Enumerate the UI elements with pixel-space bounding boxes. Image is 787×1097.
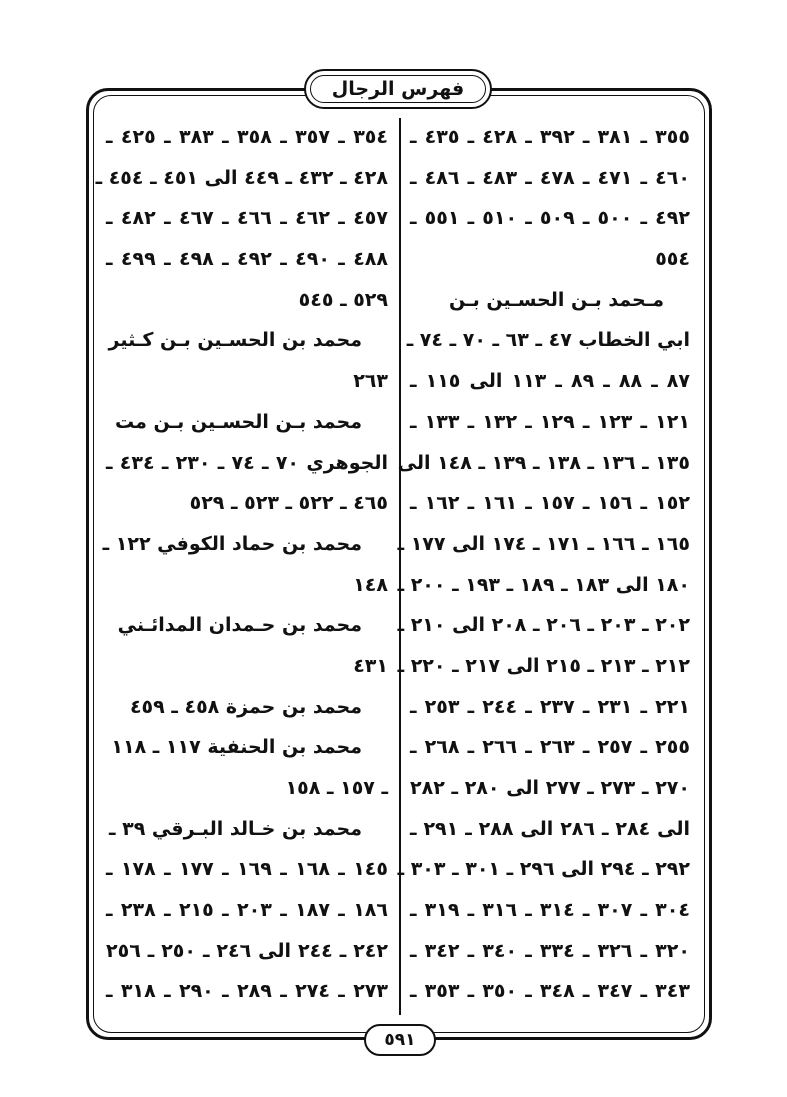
index-line: ٤٥٧ ـ ٤٦٢ ـ ٤٦٦ ـ ٤٦٧ ـ ٤٨٢ ـ	[106, 207, 388, 230]
index-line: ١٤٥ ـ ١٦٨ ـ ١٦٩ ـ ١٧٧ ـ ١٧٨ ـ	[106, 858, 388, 881]
index-line: ٢٩٢ ـ ٢٩٤ الى ٢٩٦ ـ ٣٠١ ـ ٣٠٣ ـ	[397, 858, 690, 881]
index-entry-name: محمد بن خـالد البـرقي ٣٩ ـ	[109, 817, 362, 840]
header-title-box	[304, 69, 492, 109]
index-line: ١٣٥ ـ ١٣٦ ـ ١٣٨ ـ ١٣٩ ـ ١٤٨ الى	[397, 451, 690, 474]
index-entry-name: محمد بن حماد الكوفي ١٢٢ ـ	[102, 532, 362, 555]
index-line: ٨٧ ـ ٨٨ ـ ٨٩ ـ ١١٣ الى ١١٥ ـ	[410, 370, 690, 393]
index-entry-name: محمد بن حمزة ٤٥٨ ـ ٤٥٩	[129, 695, 362, 718]
index-line: ٤٨٨ ـ ٤٩٠ ـ ٤٩٢ ـ ٤٩٨ ـ ٤٩٩ ـ	[106, 248, 388, 271]
index-entry-name: محمد بن الحسـين بـن كـثير	[108, 329, 362, 352]
index-line: ٢٧٠ ـ ٢٧٣ ـ ٢٧٧ الى ٢٨٠ ـ ٢٨٢	[410, 777, 690, 799]
index-line: ٣٤٣ ـ ٣٤٧ ـ ٣٤٨ ـ ٣٥٠ ـ ٣٥٣ ـ	[410, 980, 690, 1003]
index-line: ٢٧٣ ـ ٢٧٤ ـ ٢٨٩ ـ ٢٩٠ ـ ٣١٨ ـ	[106, 980, 388, 1003]
index-line: الى ٢٨٤ ـ ٢٨٦ الى ٢٨٨ ـ ٢٩١ ـ	[410, 817, 691, 840]
index-entry-name: محمد بن الحنفية ١١٧ ـ ١١٨	[111, 736, 362, 759]
index-line: ٤٢٨ ـ ٤٣٢ ـ ٤٤٩ الى ٤٥١ ـ ٤٥٤ ـ	[95, 166, 388, 189]
page-number: ٥٩١	[384, 1030, 416, 1050]
index-column-right	[397, 117, 691, 1012]
index-line: ٤٦٠ ـ ٤٧١ ـ ٤٧٨ ـ ٤٨٣ ـ ٤٨٦ ـ	[410, 166, 690, 189]
index-entry-name: مـحمد بـن الحسـين بـن	[449, 288, 664, 311]
index-line: ٣٥٥ ـ ٣٨١ ـ ٣٩٢ ـ ٤٢٨ ـ ٤٣٥ ـ	[410, 126, 690, 148]
page-number-box	[364, 1024, 436, 1056]
index-line: ٢٦٣	[353, 370, 388, 393]
index-line: ٢١٢ ـ ٢١٣ ـ ٢١٥ الى ٢١٧ ـ ٢٢٠ ـ	[397, 654, 690, 677]
index-line: ١٨٦ ـ ١٨٧ ـ ٢٠٣ ـ ٢١٥ ـ ٢٣٨ ـ	[106, 899, 388, 922]
index-line: ٣٠٤ ـ ٣٠٧ ـ ٣١٤ ـ ٣١٦ ـ ٣١٩ ـ	[410, 899, 690, 922]
index-line: ـ ١٥٧ ـ ١٥٨	[285, 777, 388, 799]
index-line: ٢٠٢ ـ ٢٠٣ ـ ٢٠٦ ـ ٢٠٨ الى ٢١٠ ـ	[397, 614, 690, 637]
index-line: ١٨٠ الى ١٨٣ ـ ١٨٩ ـ ١٩٣ ـ ٢٠٠ ـ	[397, 573, 690, 596]
index-line: الجوهري ٧٠ ـ ٧٤ ـ ٢٣٠ ـ ٤٣٤ ـ	[106, 451, 388, 474]
index-line: ٥٥٤	[655, 248, 690, 271]
page-title: فهرس الرجال	[331, 78, 465, 100]
index-line: ٥٢٩ ـ ٥٤٥	[298, 288, 388, 311]
index-line: ١٤٨	[353, 573, 388, 596]
index-line: ٣٥٤ ـ ٣٥٧ ـ ٣٥٨ ـ ٣٨٣ ـ ٤٢٥ ـ	[106, 126, 388, 148]
index-line: ابي الخطاب ٤٧ ـ ٦٣ ـ ٧٠ ـ ٧٤ ـ	[406, 329, 690, 352]
index-entry-name: محمد بن حـمدان المدائـني	[117, 614, 362, 637]
index-line: ١٢١ ـ ١٢٣ ـ ١٢٩ ـ ١٣٢ ـ ١٣٣ ـ	[410, 410, 690, 433]
index-line: ٢٤٢ ـ ٢٤٤ الى ٢٤٦ ـ ٢٥٠ ـ ٢٥٦	[106, 939, 388, 962]
index-line: ١٥٢ ـ ١٥٦ ـ ١٥٧ ـ ١٦١ ـ ١٦٢ ـ	[410, 492, 690, 515]
index-line: ٢٢١ ـ ٢٣١ ـ ٢٣٧ ـ ٢٤٤ ـ ٢٥٣ ـ	[410, 695, 690, 718]
index-line: ١٦٥ ـ ١٦٦ ـ ١٧١ ـ ١٧٤ الى ١٧٧ ـ	[397, 532, 690, 555]
index-entry-name: محمد بـن الحسـين بـن مت	[115, 410, 362, 433]
index-line: ٤٩٢ ـ ٥٠٠ ـ ٥٠٩ ـ ٥١٠ ـ ٥٥١ ـ	[410, 207, 690, 230]
index-column-left	[95, 117, 388, 1012]
index-line: ٢٥٥ ـ ٢٥٧ ـ ٢٦٣ ـ ٢٦٦ ـ ٢٦٨ ـ	[410, 736, 690, 759]
index-line: ٤٣١	[353, 654, 388, 677]
index-line: ٤٦٥ ـ ٥٢٢ ـ ٥٢٣ ـ ٥٢٩	[189, 492, 388, 515]
index-line: ٣٢٠ ـ ٣٢٦ ـ ٣٣٤ ـ ٣٤٠ ـ ٣٤٢ ـ	[410, 939, 690, 962]
